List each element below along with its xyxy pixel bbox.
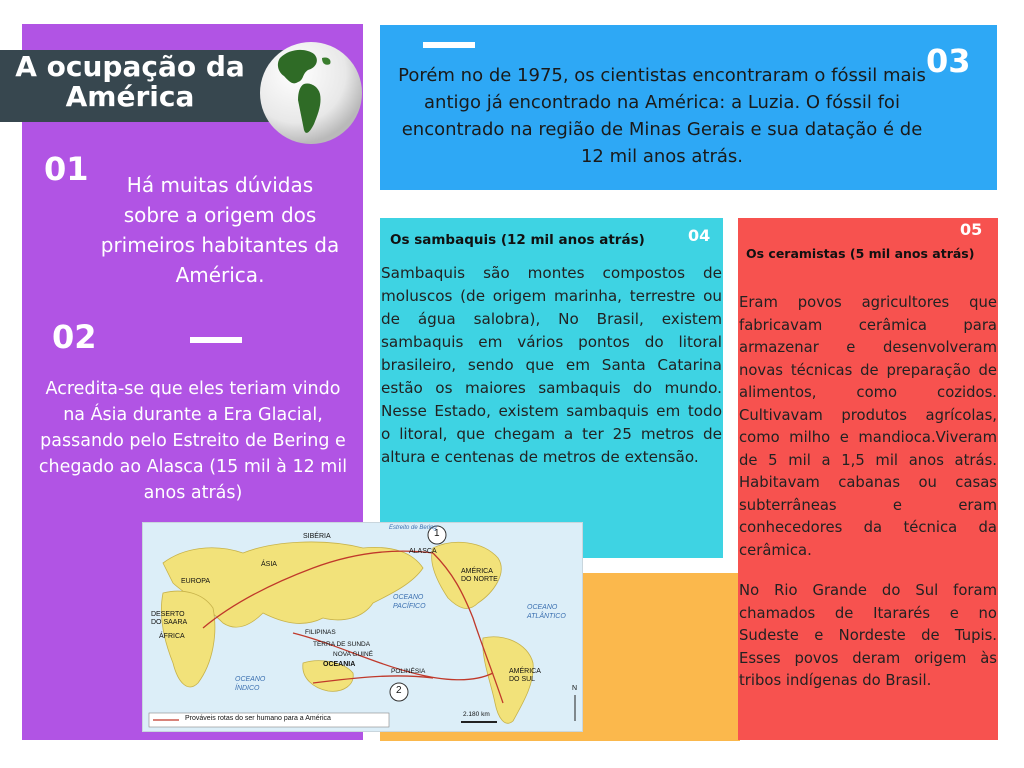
section-number-02: 02 — [52, 318, 97, 356]
page-title: A ocupação da América — [15, 50, 245, 113]
section-04-heading: Os sambaquis (12 mil anos atrás) — [390, 232, 645, 248]
map-label-asia: ÁSIA — [261, 561, 277, 568]
section-number-04: 04 — [688, 226, 711, 245]
map-label-america-sul: AMÉRICA DO SUL — [509, 668, 541, 683]
section-05-text: Eram povos agricultores que fabricavam cerâmica para armazenar e desenvolveram novas técnicas de preparação de alimentos, como cozidos. Cultivavam produtos agrícolas, como milho e mandioca.Viveram de 5 mil a 1,5 mil anos atrás. Habitavam cabanas ou casas subterrâneas e eram conhecedores da técnica da cerâmica. — [739, 294, 997, 559]
section-number-01: 01 — [44, 150, 89, 188]
map-scale-label: 2.180 km — [463, 711, 490, 718]
section-04-text: Sambaquis são montes compostos de moluscos (de origem marinha, terrestre ou de água salobra), No Brasil, existem sambaquis em vários pontos do litoral brasileiro, sendo que em Santa Catarina estão os maiores sambaquis do mundo. Nesse Estado, existem sambaquis em todo o litoral, que chegam a ter 25 metros de altura e centenas de metros de extensão. — [381, 264, 722, 466]
map-label-alasca: ALASCA — [409, 548, 437, 555]
section-05-heading: Os ceramistas (5 mil anos atrás) — [746, 246, 975, 261]
section-number-03: 03 — [926, 42, 971, 80]
globe-icon — [258, 40, 364, 146]
map-north-label: N — [572, 685, 578, 692]
section-03-text: Porém no de 1975, os cientistas encontraram o fóssil mais antigo já encontrado na América: a Luzia. O fóssil foi encontrado na região de Minas Gerais e sua datação é de 12 mil anos atrás. — [398, 65, 926, 167]
migration-map — [142, 522, 583, 732]
map-label-africa: ÁFRICA — [159, 633, 185, 640]
section-01-text: Há muitas dúvidas sobre a origem dos primeiros habitantes da América. — [100, 173, 340, 287]
section-number-05: 05 — [960, 220, 983, 239]
map-label-oceania: OCEANIA — [323, 661, 356, 668]
section-02-text: Acredita-se que eles teriam vindo na Ásia durante a Era Glacial, passando pelo Estreito de Bering e chegado ao Alasca (15 mil à 12 mil anos atrás) — [38, 379, 348, 503]
map-label-oceano-pacifico: OCEANO PACÍFICO — [393, 594, 426, 610]
map-label-guine: NOVA GUINÉ — [333, 651, 373, 658]
map-label-sunda: TERRA DE SUNDA — [313, 641, 371, 648]
map-marker-2-label: 2 — [396, 685, 402, 696]
map-label-america-norte: AMÉRICA DO NORTE — [461, 568, 498, 583]
map-label-filipinas: FILIPINAS — [305, 629, 336, 636]
map-label-oceano-indico: OCEANO ÍNDICO — [235, 676, 266, 692]
map-label-polinesia: POLINÉSIA — [391, 668, 426, 675]
map-label-estreito: Estreito de Bering — [389, 525, 437, 531]
map-label-europa: EUROPA — [181, 578, 211, 585]
map-label-oceano-atlantico: OCEANO ATLÂNTICO — [527, 604, 566, 620]
section-05-text-2: No Rio Grande do Sul foram chamados de Itararés e no Sudeste e Nordeste de Tupis. Esses povos deram origem às tribos indígenas do Brasil. — [739, 582, 997, 689]
divider-dash — [423, 42, 475, 48]
map-legend-text: Prováveis rotas do ser humano para a América — [185, 715, 331, 722]
map-label-siberia: SIBÉRIA — [303, 533, 331, 540]
map-graphic — [143, 523, 582, 731]
map-marker-1-label: 1 — [434, 528, 440, 539]
map-label-deserto: DESERTO DO SAARA — [151, 611, 188, 626]
divider-dash — [190, 337, 242, 343]
